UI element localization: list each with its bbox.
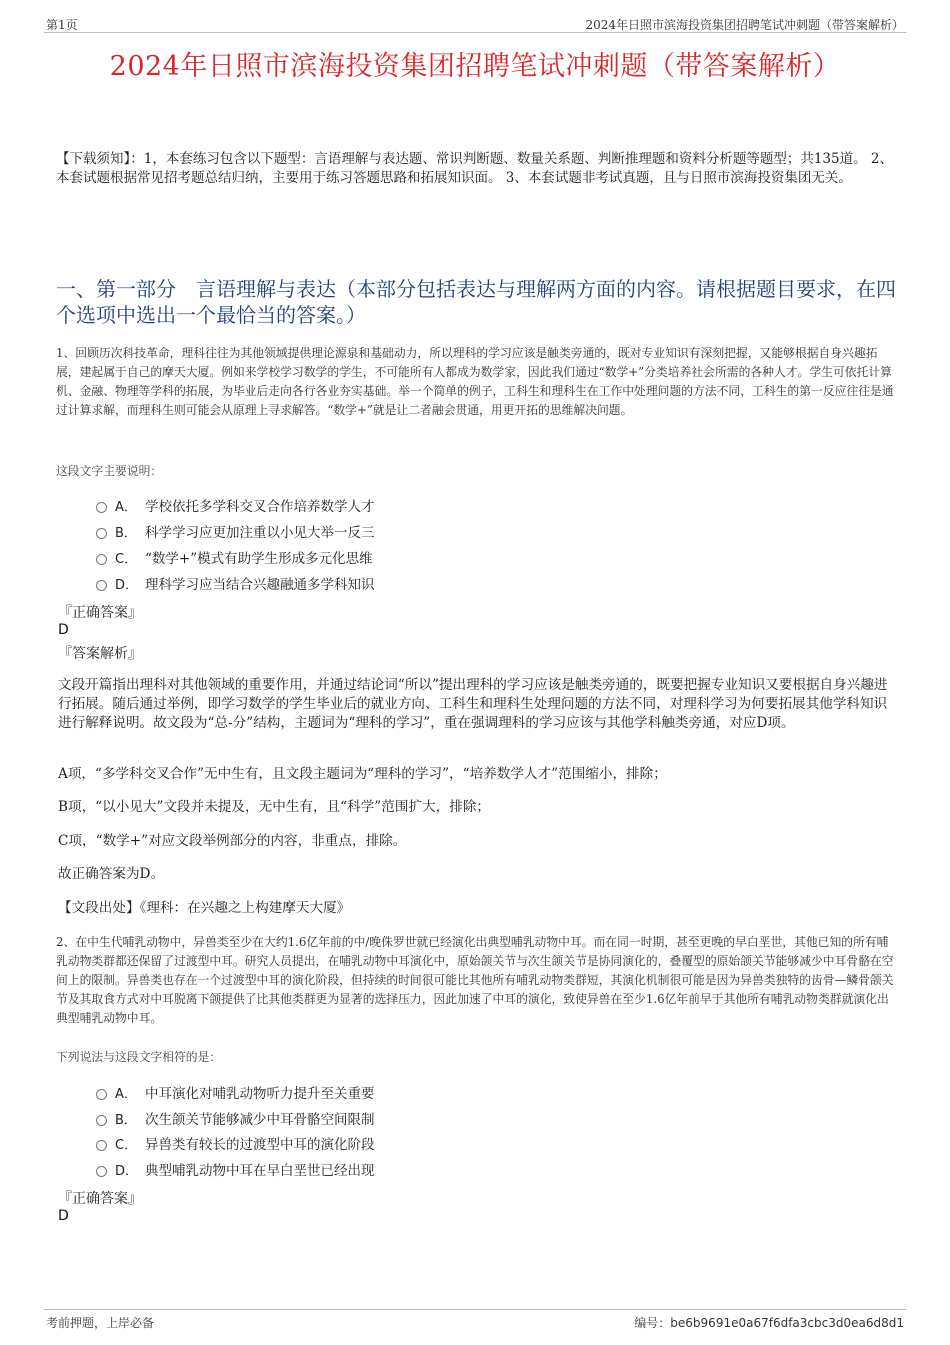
- question-1-option-d[interactable]: [96, 573, 375, 593]
- option-text: 学校依托多学科交叉合作培养数学人才: [145, 499, 375, 515]
- question-1-prompt: 这段文字主要说明：: [56, 464, 163, 478]
- option-text: 理科学习应当结合兴趣融通多学科知识: [145, 577, 375, 593]
- option-letter: D．: [115, 1163, 139, 1179]
- page-title: 2024年日照市滨海投资集团招聘笔试冲刺题（带答案解析）: [109, 51, 841, 82]
- option-text: 科学学习应更加注重以小见大举一反三: [145, 525, 375, 541]
- question-1-option-b[interactable]: [96, 521, 375, 541]
- question-2-answer: D: [58, 1208, 69, 1224]
- option-text: 典型哺乳动物中耳在早白垩世已经出现: [145, 1163, 375, 1179]
- radio-icon[interactable]: [96, 580, 107, 591]
- question-2-text: 2、在中生代哺乳动物中，异兽类至少在大约1.6亿年前的中/晚侏罗世就已经演化出典型哺乳动物中耳。而在同一时期，甚至更晚的早白垩世，其他已知的所有哺乳动物类群都还保留了过渡型中耳。研究人员提出，在哺乳动物中耳演化中，原始颌关节与次生颌关节是协同演化的，叠覆型的原始颌关节能够减少中耳骨骼在空间上的限制。异兽类也存在一个过渡型中耳的演化阶段，但持续的时间很可能比其他所有哺乳动物类群短，其演化机制很可能是因为异兽类独特的齿骨—鳞骨颌关节及其取食方式对中耳脱离下颌提供了比其他类群更为显著的选择压力，因此加速了中耳的演化，致使异兽在至少1.6亿年前早于其他所有哺乳动物类群就演化出典型哺乳动物中耳。: [56, 935, 894, 1025]
- radio-icon[interactable]: [96, 1140, 107, 1151]
- radio-icon[interactable]: [96, 528, 107, 539]
- option-letter: C．: [115, 551, 138, 567]
- question-2-option-b[interactable]: [96, 1108, 375, 1128]
- download-notice: 【下载须知】：1，本套练习包含以下题型：言语理解与表达题、常识判断题、数量关系题、判断推理题和资料分析题等题型；共135道。 2、本套试题根据常见招考题总结归纳，主要用于练习答题思路和拓展知识面。 3、本套试题非考试真题，且与日照市滨海投资集团无关。: [56, 151, 893, 186]
- option-text: “数学+”模式有助学生形成多元化思维: [145, 551, 373, 567]
- option-letter: A．: [115, 1086, 137, 1102]
- footer-code-value: be6b9691e0a67f6dfa3cbc3d0ea6d8d1: [670, 1316, 904, 1330]
- option-letter: B．: [115, 1112, 137, 1128]
- option-letter: A．: [115, 499, 137, 515]
- footer-slogan: 考前押题，上岸必备: [46, 1316, 155, 1330]
- question-1-analysis-label: 『答案解析』: [58, 646, 142, 662]
- question-1-analysis-c: C项，“数学+”对应文段举例部分的内容，非重点，排除。: [58, 833, 407, 849]
- footer-code: [634, 1314, 904, 1331]
- question-2-option-d[interactable]: [96, 1159, 375, 1179]
- option-text: 异兽类有较长的过渡型中耳的演化阶段: [145, 1137, 375, 1153]
- question-2-option-c[interactable]: [96, 1133, 375, 1153]
- question-1-analysis-a: A项，“多学科交叉合作”无中生有，且文段主题词为“理科的学习”，“培养数学人才”范围缩小，排除；: [58, 766, 667, 782]
- question-2-prompt: 下列说法与这段文字相符的是：: [56, 1050, 222, 1064]
- question-1-answer: D: [58, 622, 69, 638]
- section-title: 一、第一部分 言语理解与表达（本部分包括表达与理解两方面的内容。请根据题目要求，在四个选项中选出一个最恰当的答案。）: [56, 277, 896, 327]
- question-1-text: 1、回顾历次科技革命，理科往往为其他领域提供理论源泉和基础动力，所以理科的学习应该是触类旁通的，既对专业知识有深刻把握，又能够根据自身兴趣拓展，建起属于自己的摩天大厦。例如来学校学习数学的学生，不可能所有人都成为数学家，因此我们通过“数学+”分类培养社会所需的各种人才。学生可依托计算机、金融、物理等学科的拓展，为毕业后走向各行各业夯实基础。举一个简单的例子，工科生和理科生在工作中处理问题的方法不同，工科生的第一反应往往是通过计算求解，而理科生则可能会从原理上寻求解答。“数学+”就是让二者融会贯通，用更开拓的思维解决问题。: [56, 346, 894, 417]
- radio-icon[interactable]: [96, 1166, 107, 1177]
- radio-icon[interactable]: [96, 554, 107, 565]
- question-2-option-a[interactable]: [96, 1082, 375, 1102]
- header-doc-title: 2024年日照市滨海投资集团招聘笔试冲刺题（带答案解析）: [585, 18, 904, 32]
- question-1-answer-label: 『正确答案』: [58, 605, 142, 621]
- option-letter: C．: [115, 1137, 138, 1153]
- question-2-answer-label: 『正确答案』: [58, 1191, 142, 1207]
- option-letter: D．: [115, 577, 139, 593]
- question-1-option-a[interactable]: [96, 495, 375, 515]
- footer-divider: [44, 1309, 906, 1310]
- radio-icon[interactable]: [96, 1115, 107, 1126]
- header-divider: [44, 32, 906, 33]
- question-1-analysis-main: 文段开篇指出理科对其他领域的重要作用，并通过结论词“所以”提出理科的学习应该是触类旁通的，既要把握专业知识又要根据自身兴趣进行拓展。随后通过举例，即学习数学的学生毕业后的就业方向、工科生和理科生处理问题的方法不同，对理科学习为何要拓展其他学科知识进行解释说明。故文段为“总-分”结构，主题词为“理科的学习”，重在强调理科的学习应该与其他学科触类旁通，对应D项。: [58, 677, 888, 731]
- radio-icon[interactable]: [96, 1089, 107, 1100]
- page-number: 第1页: [46, 18, 78, 32]
- question-1-conclusion: 故正确答案为D。: [58, 866, 165, 882]
- question-1-option-c[interactable]: [96, 547, 373, 567]
- option-text: 次生颌关节能够减少中耳骨骼空间限制: [145, 1112, 375, 1128]
- question-1-analysis-b: B项，“以小见大”文段并未提及，无中生有，且“科学”范围扩大，排除；: [58, 799, 491, 815]
- option-text: 中耳演化对哺乳动物听力提升至关重要: [145, 1086, 375, 1102]
- radio-icon[interactable]: [96, 502, 107, 513]
- option-letter: B．: [115, 525, 137, 541]
- footer-code-label: 编号：: [634, 1316, 671, 1330]
- question-1-source: 【文段出处】《理科：在兴趣之上构建摩天大厦》: [58, 900, 351, 916]
